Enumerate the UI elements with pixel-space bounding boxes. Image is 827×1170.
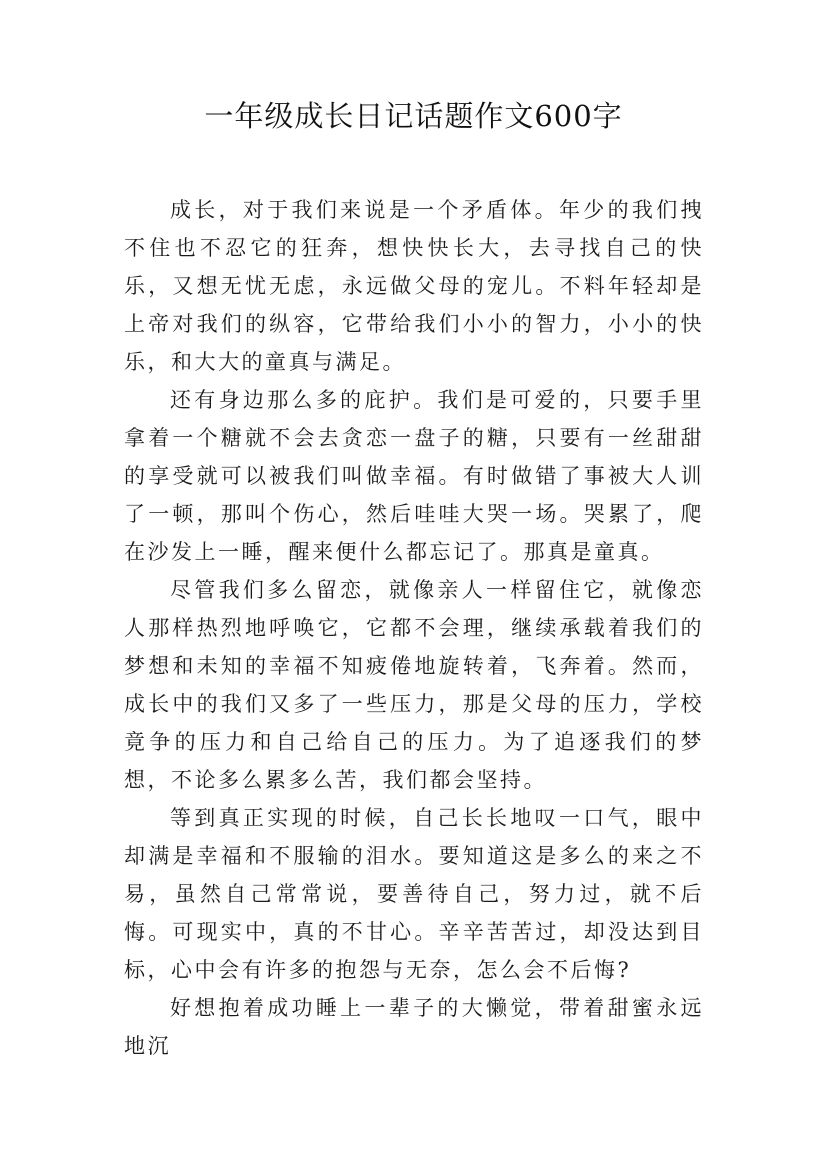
- document-title: 一年级成长日记话题作文600字: [204, 99, 623, 133]
- paragraph-3: 尽管我们多么留恋，就像亲人一样留住它，就像恋人那样热烈地呼唤它，它都不会理，继续承载着我们的梦想和未知的幸福不知疲倦地旋转着，飞奔着。然而，成长中的我们又多了一些压力，那是父母的压力，学校竟争的压力和自己给自己的压力。为了追逐我们的梦想，不论多么累多么苦，我们都会坚持。: [124, 578, 704, 792]
- paragraph-1: 成长，对于我们来说是一个矛盾体。年少的我们拽不住也不忍它的狂奔，想快快长大，去寻找自己的快乐，又想无忧无虑，永远做父母的宠儿。不料年轻却是上帝对我们的纵容，它带给我们小小的智力，小小的快乐，和大大的童真与满足。: [124, 198, 704, 374]
- paragraph-5: 好想抱着成功睡上一辈子的大懒觉，带着甜蜜永远地沉: [124, 996, 704, 1058]
- document-body: [124, 191, 704, 1065]
- paragraph-2: 还有身边那么多的庇护。我们是可爱的，只要手里拿着一个糖就不会去贪恋一盘子的糖，只要有一丝甜甜的享受就可以被我们叫做幸福。有时做错了事被大人训了一顿，那叫个伤心，然后哇哇大哭一场。哭累了，爬在沙发上一睡，醒来便什么都忘记了。那真是童真。: [124, 388, 704, 564]
- paragraph-4: 等到真正实现的时候，自己长长地叹一口气，眼中却满是幸福和不服输的泪水。要知道这是多么的来之不易，虽然自己常常说，要善待自己，努力过，就不后悔。可现实中，真的不甘心。辛辛苦苦过，却没达到目标，心中会有许多的抱怨与无奈，怎么会不后悔?: [124, 806, 704, 982]
